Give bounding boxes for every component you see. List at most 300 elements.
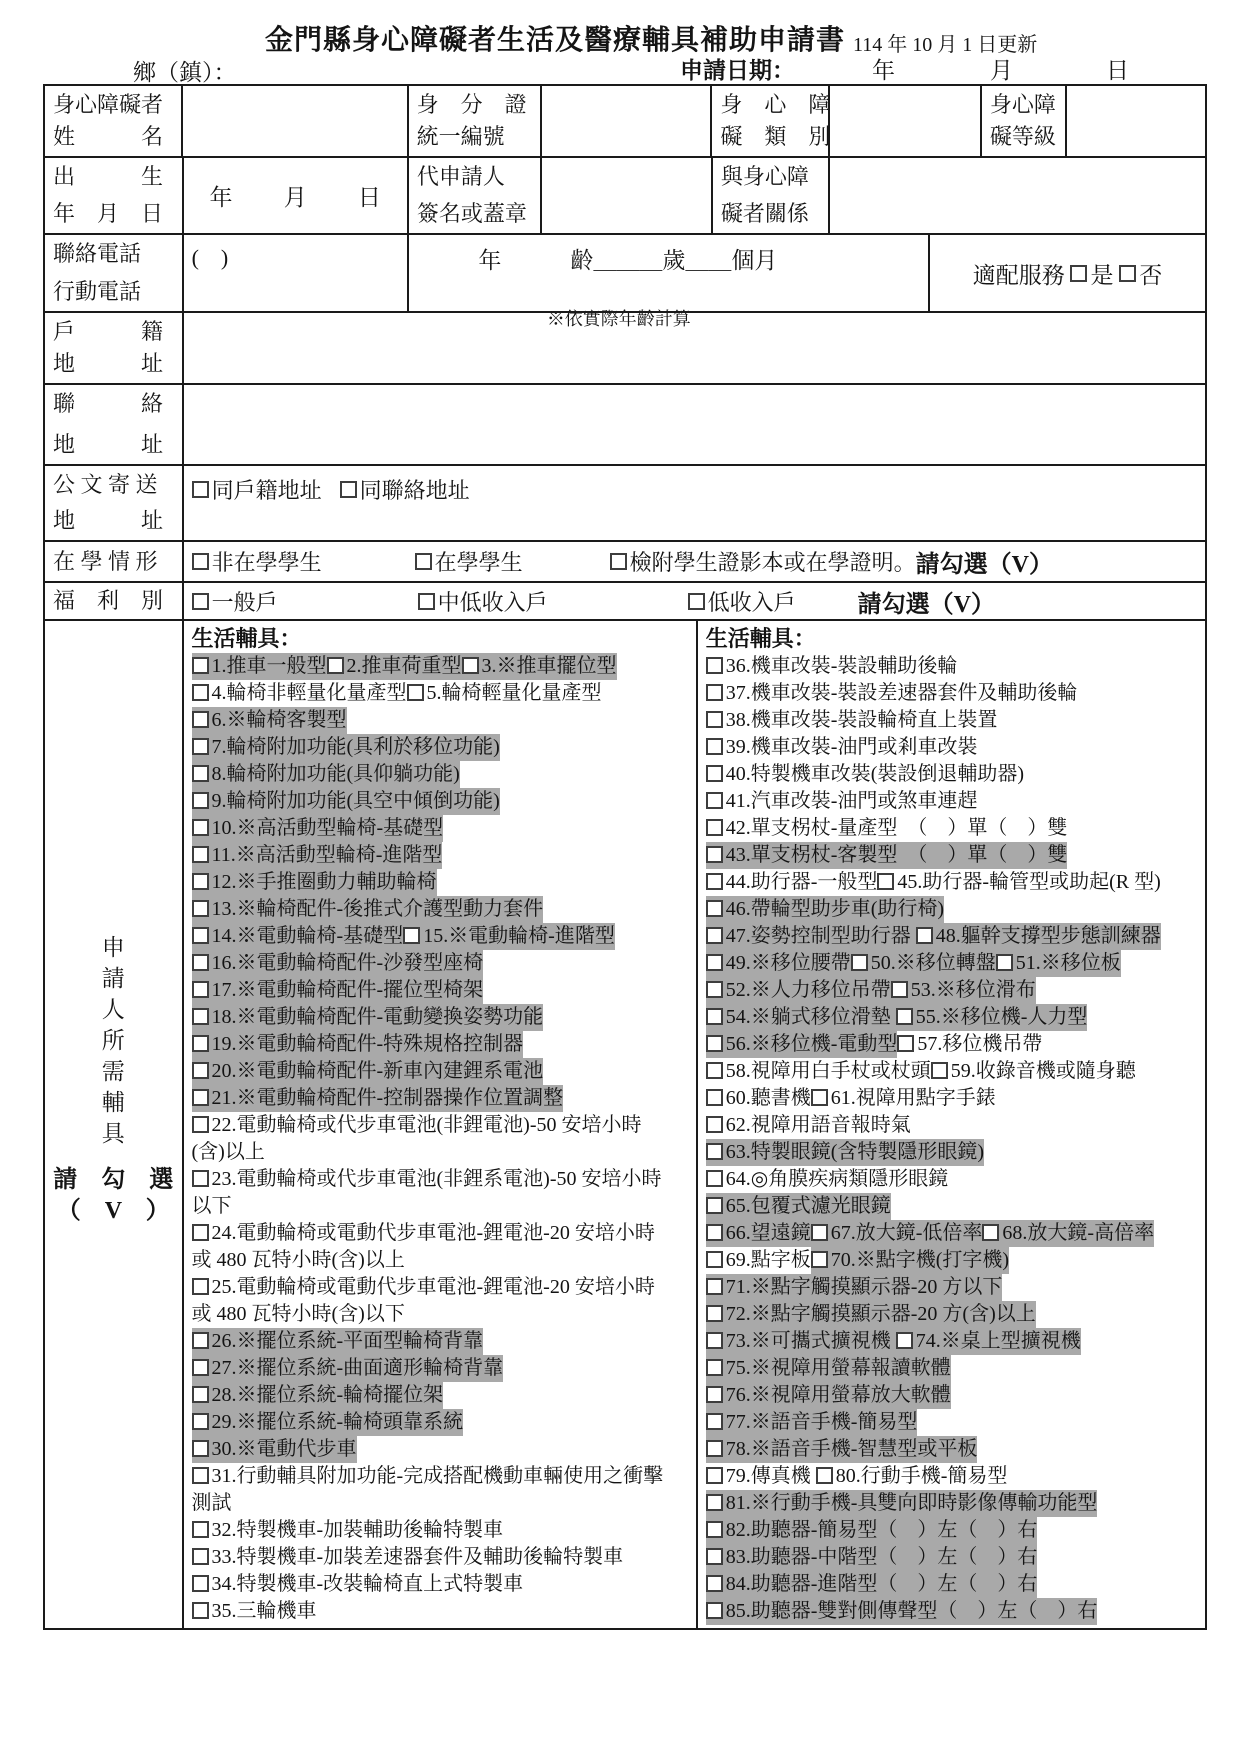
item-checkbox[interactable] [982,1224,999,1241]
assistive-item-line [192,1166,696,1193]
assistive-item: 1.推車一般型 [192,653,327,680]
disability-type-input-cell[interactable] [828,86,979,156]
devices-list-left [192,653,696,1625]
item-checkbox[interactable] [192,846,209,863]
age-value-blanks: ＿＿＿歲＿＿個月 [593,247,778,273]
assistive-item: 73.※可攜式擴視機 [706,1328,896,1355]
item-checkbox[interactable] [192,954,209,971]
student-proof-option [610,546,916,577]
item-checkbox[interactable] [706,1494,723,1511]
assistive-item-line [192,680,696,707]
assistive-item-line [192,815,696,842]
assistive-item-line [706,707,1205,734]
assistive-item: 39.機車改裝-油門或剎車改裝 [706,734,978,761]
non-student-option [192,546,322,577]
assistive-item-line [706,842,1205,869]
disability-level-label-line2: 礙等級 [989,124,1056,149]
assistive-item: 50.※移位轉盤 [851,950,996,977]
mailing-address-label-cell [45,466,182,540]
assistive-item: 68.放大鏡-高倍率 [982,1220,1154,1247]
assistive-item-line [192,653,696,680]
student-check-instruction: 請勾選（V） [915,552,1053,578]
assistive-item: 38.機車改裝-裝設輪椅直上裝置 [706,707,998,734]
item-checkbox[interactable] [192,792,209,809]
assistive-item-line [706,1571,1205,1598]
contact-address-label-line2: 地 址 [53,432,164,457]
row-welfare-category [45,581,1205,619]
item-checkbox[interactable] [192,1440,209,1457]
assistive-item: 63.特製眼鏡(含特製隱形眼鏡) [706,1139,984,1166]
item-checkbox[interactable] [931,1062,948,1079]
assistive-item: 84.助聽器-進階型（ ）左（ ）右 [706,1571,1038,1598]
assistive-item-line [706,1004,1205,1031]
same-contact-address-label: 同聯絡地址 [359,478,470,503]
relation-label-line2: 礙者關係 [720,201,809,226]
birthdate-input-cell[interactable] [182,158,407,233]
side-label-char: 申 [101,935,125,960]
contact-address-label-cell [45,385,182,464]
item-checkbox[interactable] [706,1332,723,1349]
row-mailing-address [45,464,1205,540]
item-checkbox[interactable] [192,927,209,944]
assistive-item-line [192,869,696,896]
item-checkbox[interactable] [896,1332,913,1349]
assistive-item-line [192,1382,696,1409]
item-checkbox[interactable] [706,1278,723,1295]
assistive-item: 80.行動手機-簡易型 [816,1463,1008,1490]
student-checkbox[interactable] [415,553,432,570]
age-cell[interactable] [407,235,928,329]
assistive-item-line [706,1544,1205,1571]
low-income-option [688,586,796,617]
assistive-item: 79.傳真機 [706,1463,816,1490]
item-checkbox[interactable] [192,765,209,782]
assistive-item: 46.帶輪型助步車(助行椅) [706,896,944,923]
assistive-item: 47.姿勢控制型助行器 [706,923,916,950]
assistive-item: 81.※行動手機-具雙向即時影像傳輸功能型 [706,1490,1098,1517]
item-checkbox[interactable] [192,1359,209,1376]
assistive-item-line [706,1436,1205,1463]
item-checkbox[interactable] [192,1521,209,1538]
assistive-item: 35.三輪機車 [192,1598,317,1625]
item-checkbox[interactable] [996,954,1013,971]
item-checkbox[interactable] [192,819,209,836]
assistive-item: 11.※高活動型輪椅-進階型 [192,842,443,869]
side-check-instruction-line2: （ V ） [56,1198,170,1224]
assistive-item: 17.※電動輪椅配件-擺位型椅架 [192,977,484,1004]
item-checkbox[interactable] [192,873,209,890]
assistive-item-line [192,1463,696,1490]
township-label: 鄉（鎮）： [133,60,237,85]
item-checkbox[interactable] [706,711,723,728]
item-checkbox[interactable] [192,1467,209,1484]
item-checkbox[interactable] [706,1467,723,1484]
assistive-item-line [192,1004,696,1031]
assistive-item: 6.※輪椅客製型 [192,707,347,734]
item-checkbox[interactable] [706,954,723,971]
non-student-checkbox[interactable] [192,553,209,570]
fitting-yes-checkbox[interactable] [1070,265,1087,282]
item-checkbox[interactable] [192,738,209,755]
assistive-item: 49.※移位腰帶 [706,950,851,977]
general-household-option [192,586,278,617]
phone-input-cell[interactable] [182,235,407,311]
contact-address-input-cell[interactable] [182,385,1205,464]
item-checkbox[interactable] [192,1575,209,1592]
mailing-address-label-line1: 公 文 寄 送 [53,472,158,497]
item-checkbox[interactable] [192,684,209,701]
item-checkbox[interactable] [897,1035,914,1052]
item-checkbox[interactable] [706,1305,723,1322]
item-checkbox[interactable] [192,1413,209,1430]
item-checkbox[interactable] [403,927,420,944]
living-devices-header-right: 生活輔具： [705,626,816,651]
assistive-item: 72.※點字觸摸顯示器-20 方(含)以上 [706,1301,1036,1328]
assistive-item: 7.輪椅附加功能(具利於移位功能) [192,734,500,761]
assistive-item-line [192,950,696,977]
devices-column-right [696,621,1205,1628]
assistive-item: 28.※擺位系統-輪椅擺位架 [192,1382,444,1409]
assistive-item-line [192,707,696,734]
item-checkbox[interactable] [706,1548,723,1565]
item-checkbox[interactable] [192,1035,209,1052]
assistive-item-line [706,680,1205,707]
item-checkbox[interactable] [877,873,894,890]
item-checkbox[interactable] [916,927,933,944]
low-income-checkbox[interactable] [688,593,705,610]
assistive-item: 42.單支柺杖-量產型 （ ）單（ ）雙 [706,815,1068,842]
item-checkbox[interactable] [462,657,479,674]
assistive-item: 測試 [191,1492,232,1514]
welfare-options-cell [182,583,1205,619]
name-label-line1: 身心障礙者 [53,92,164,117]
assistive-item: 53.※移位滑布 [891,977,1036,1004]
fitting-yes-label: 是 [1090,262,1114,288]
assistive-item: 或 480 瓦特小時(含)以下 [191,1303,405,1325]
item-checkbox[interactable] [706,846,723,863]
item-checkbox[interactable] [811,1251,828,1268]
item-checkbox[interactable] [706,1602,723,1619]
item-checkbox[interactable] [706,1197,723,1214]
side-check-instruction-line1: 請 勾 選 [53,1167,174,1193]
item-checkbox[interactable] [706,1386,723,1403]
phone-label-line2: 行動電話 [53,279,142,304]
assistive-item: 22.電動輪椅或代步車電池(非鋰電池)-50 安培小時 [192,1112,642,1139]
assistive-item: 或 480 瓦特小時(含)以上 [191,1249,405,1271]
assistive-item-line [192,1517,696,1544]
assistive-item: 3.※推車擺位型 [462,653,617,680]
assistive-item: 14.※電動輪椅-基礎型 [192,923,404,950]
phone-area-code-parens: ( ) [191,245,229,270]
assistive-item: 54.※躺式移位滑墊 [706,1004,896,1031]
assistive-item: 19.※電動輪椅配件-特殊規格控制器 [192,1031,524,1058]
item-checkbox[interactable] [706,1143,723,1160]
item-checkbox[interactable] [706,1089,723,1106]
fitting-no-label: 否 [1139,262,1163,288]
assistive-item: 16.※電動輪椅配件-沙發型座椅 [192,950,484,977]
assistive-item: 82.助聽器-簡易型（ ）左（ ）右 [706,1517,1038,1544]
assistive-item: 21.※電動輪椅配件-控制器操作位置調整 [192,1085,564,1112]
item-checkbox[interactable] [192,657,209,674]
side-label-char: 所 [101,1028,125,1053]
mid-low-income-option [418,586,548,617]
assistive-item-line [706,734,1205,761]
item-checkbox[interactable] [706,792,723,809]
birthdate-label-cell [45,158,182,233]
fitting-service-label: 適配服務 [972,262,1065,288]
assistive-item-line [192,1085,696,1112]
assistive-item: 37.機車改裝-裝設差速器套件及輔助後輪 [706,680,1078,707]
general-household-label: 一般戶 [211,589,278,615]
apply-date-label: 申請日期： [680,58,795,83]
assistive-item-line [706,923,1205,950]
item-checkbox[interactable] [192,1062,209,1079]
student-proof-label: 檢附學生證影本或在學證明。 [629,550,916,575]
age-calculation-note: ※依實際年齡計算 [546,308,691,329]
assistive-item-line [706,977,1205,1004]
assistive-item: 9.輪椅附加功能(具空中傾倒功能) [192,788,500,815]
mailing-address-label-line2: 地 址 [53,508,164,533]
assistive-item: 33.特製機車-加裝差速器套件及輔助後輪特製車 [192,1544,624,1571]
assistive-item-line [706,1112,1205,1139]
item-checkbox[interactable] [706,1008,723,1025]
household-address-label-line1: 戶 籍 [53,319,164,344]
assistive-item: 60.聽書機 [706,1085,811,1112]
assistive-item: 10.※高活動型輪椅-基礎型 [192,815,444,842]
assistive-item-line [706,1463,1205,1490]
assistive-item: 67.放大鏡-低倍率 [811,1220,983,1247]
item-checkbox[interactable] [192,1116,209,1133]
item-checkbox[interactable] [706,900,723,917]
item-checkbox[interactable] [706,1413,723,1430]
assistive-item: 75.※視障用螢幕報讀軟體 [706,1355,951,1382]
item-checkbox[interactable] [327,657,344,674]
item-checkbox[interactable] [192,1332,209,1349]
item-checkbox[interactable] [192,1386,209,1403]
assistive-item: 64.◎角膜疾病類隱形眼鏡 [706,1166,948,1193]
assistive-item-line [192,1139,696,1166]
assistive-item-line [706,815,1205,842]
id-label-cell [407,86,541,156]
item-checkbox[interactable] [192,711,209,728]
assistive-item-line [706,653,1205,680]
item-checkbox[interactable] [706,657,723,674]
mailing-address-options-cell [182,466,1205,540]
low-income-label: 低收入戶 [707,589,796,615]
item-checkbox[interactable] [706,684,723,701]
assistive-item: 20.※電動輪椅配件-新車內建鋰系電池 [192,1058,544,1085]
age-label: 年 齡 [478,247,594,273]
assistive-item: 62.視障用語音報時氣 [706,1112,911,1139]
assistive-item: 51.※移位板 [996,950,1121,977]
assistive-item: 77.※語音手機-簡易型 [706,1409,918,1436]
same-household-address-label: 同戶籍地址 [211,478,322,503]
item-checkbox[interactable] [896,1008,913,1025]
assistive-item-line [192,1220,696,1247]
item-checkbox[interactable] [706,1116,723,1133]
form-table [43,84,1207,1630]
devices-list-right [706,653,1205,1625]
disability-type-label-cell [710,86,831,156]
item-checkbox[interactable] [706,1251,723,1268]
item-checkbox[interactable] [192,1089,209,1106]
assistive-item: 70.※點字機(打字機) [811,1247,1009,1274]
birth-day-unit: 日 [357,185,381,210]
side-label-char: 具 [101,1121,125,1146]
assistive-item: 56.※移位機-電動型 [706,1031,898,1058]
assistive-item-line [192,761,696,788]
birth-year-unit: 年 [209,185,233,210]
assistive-item: 23.電動輪椅或代步車電池(非鋰系電池)-50 安培小時 [192,1166,662,1193]
assistive-item-line [192,1193,696,1220]
item-checkbox[interactable] [706,1035,723,1052]
item-checkbox[interactable] [706,765,723,782]
item-checkbox[interactable] [706,873,723,890]
assistive-item: 78.※語音手機-智慧型或平板 [706,1436,978,1463]
assistive-item-line [706,1382,1205,1409]
assistive-item-line [706,1220,1205,1247]
item-checkbox[interactable] [851,954,868,971]
side-label-char: 需 [101,1059,125,1084]
item-checkbox[interactable] [407,684,424,701]
assistive-item-line [192,1355,696,1382]
assistive-item: 41.汽車改裝-油門或煞車連趕 [706,788,978,815]
household-address-label-cell [45,313,182,383]
assistive-item-line [706,1139,1205,1166]
assistive-item: 71.※點字觸摸顯示器-20 方以下 [706,1274,1003,1301]
item-checkbox[interactable] [192,1548,209,1565]
assistive-item: 24.電動輪椅或電動代步車電池-鋰電池-20 安培小時 [192,1220,655,1247]
assistive-item-line [192,1112,696,1139]
student-status-label: 在 學 情 形 [53,548,158,574]
household-address-label-line2: 地 址 [53,351,164,376]
item-checkbox[interactable] [192,1278,209,1295]
id-input-cell[interactable] [540,86,710,156]
contact-address-label-line1: 聯 絡 [53,391,164,416]
assistive-item: 65.包覆式濾光眼鏡 [706,1193,891,1220]
item-checkbox[interactable] [192,1224,209,1241]
assistive-item: 43.單支柺杖-客製型 （ ）單（ ）雙 [706,842,1068,869]
disability-level-label-cell [980,86,1065,156]
mid-low-income-checkbox[interactable] [418,593,435,610]
assistive-item: 27.※擺位系統-曲面適形輪椅背靠 [192,1355,504,1382]
item-checkbox[interactable] [891,981,908,998]
item-checkbox[interactable] [706,927,723,944]
assistive-item: 5.輪椅輕量化量產型 [407,680,602,707]
item-checkbox[interactable] [192,981,209,998]
assistive-item-line [192,1409,696,1436]
same-household-address-option [192,474,322,505]
assistive-item: 45.助行器-輪管型或助起(R 型) [877,869,1160,896]
assistive-item-line [706,1301,1205,1328]
assistive-item-line [706,1085,1205,1112]
item-checkbox[interactable] [192,1602,209,1619]
assistive-item-line [192,788,696,815]
item-checkbox[interactable] [192,900,209,917]
assistive-item: 31.行動輔具附加功能-完成搭配機動車輛使用之衝擊 [192,1463,664,1490]
assistive-item-line [706,1166,1205,1193]
assistive-item-line [706,1490,1205,1517]
item-checkbox[interactable] [706,738,723,755]
household-address-input-cell[interactable] [182,313,1205,383]
assistive-item: 13.※輪椅配件-後推式介護型動力套件 [192,896,544,923]
assistive-item: 36.機車改裝-裝設輔助後輪 [706,653,958,680]
item-checkbox[interactable] [811,1224,828,1241]
item-checkbox[interactable] [816,1467,833,1484]
birthdate-label-line2: 年 月 日 [53,201,164,226]
item-checkbox[interactable] [706,981,723,998]
fitting-service-cell [928,235,1205,311]
assistive-item: 52.※人力移位吊帶 [706,977,891,1004]
item-checkbox[interactable] [706,819,723,836]
assistive-item: 25.電動輪椅或電動代步車電池-鋰電池-20 安培小時 [192,1274,655,1301]
assistive-item: 83.助聽器-中階型（ ）左（ ）右 [706,1544,1038,1571]
assistive-item-line [192,1490,696,1517]
row-student-status [45,540,1205,581]
disability-level-input-cell[interactable] [1065,86,1205,156]
assistive-item: (含)以上 [191,1141,265,1163]
birth-month-unit: 月 [283,185,307,210]
assistive-item-line [706,1058,1205,1085]
living-devices-header-left: 生活輔具： [191,626,302,651]
item-checkbox[interactable] [706,1440,723,1457]
assistive-item: 76.※視障用螢幕放大軟體 [706,1382,951,1409]
same-household-address-checkbox[interactable] [192,481,209,498]
assistive-item: 4.輪椅非輕量化量產型 [192,680,407,707]
student-label: 在學學生 [434,550,523,575]
assistive-item-line [706,788,1205,815]
assistive-item-line [706,1517,1205,1544]
assistive-item-line [192,1274,696,1301]
fitting-no-checkbox[interactable] [1119,265,1136,282]
assistive-item: 44.助行器-一般型 [706,869,878,896]
name-input-cell[interactable] [181,86,406,156]
assistive-item: 69.點字板 [706,1247,811,1274]
item-checkbox[interactable] [811,1089,828,1106]
same-contact-address-option [340,474,470,505]
assistive-item-line [192,977,696,1004]
item-checkbox[interactable] [192,1008,209,1025]
assistive-item-line [192,1598,696,1625]
phone-label-line1: 聯絡電話 [53,241,142,266]
assistive-item-line [192,1301,696,1328]
disability-type-label-line2: 礙 類 別 [720,124,831,149]
id-label-line1: 身 分 證 [416,92,527,117]
item-checkbox[interactable] [706,1575,723,1592]
item-checkbox[interactable] [706,1170,723,1187]
assistive-item-line [706,950,1205,977]
item-checkbox[interactable] [706,1062,723,1079]
same-contact-address-checkbox[interactable] [340,481,357,498]
relation-label-line1: 與身心障 [720,164,809,189]
item-checkbox[interactable] [192,1170,209,1187]
general-household-checkbox[interactable] [192,593,209,610]
mid-low-income-label: 中低收入戶 [437,589,548,615]
phone-label-cell [45,235,182,311]
assistive-item: 74.※桌上型擴視機 [896,1328,1081,1355]
birthdate-label-line1: 出 生 [53,164,164,189]
assistive-item-line [706,869,1205,896]
non-student-label: 非在學學生 [211,550,322,575]
page-title: 金門縣身心障礙者生活及醫療輔具補助申請書 [264,25,845,56]
updated-date-note: 114 年 10 月 1 日更新 [853,34,1038,56]
item-checkbox[interactable] [706,1359,723,1376]
item-checkbox[interactable] [706,1521,723,1538]
item-checkbox[interactable] [706,1224,723,1241]
student-proof-checkbox[interactable] [610,553,627,570]
assistive-item: 66.望遠鏡 [706,1220,811,1247]
assistive-item-line [192,1544,696,1571]
